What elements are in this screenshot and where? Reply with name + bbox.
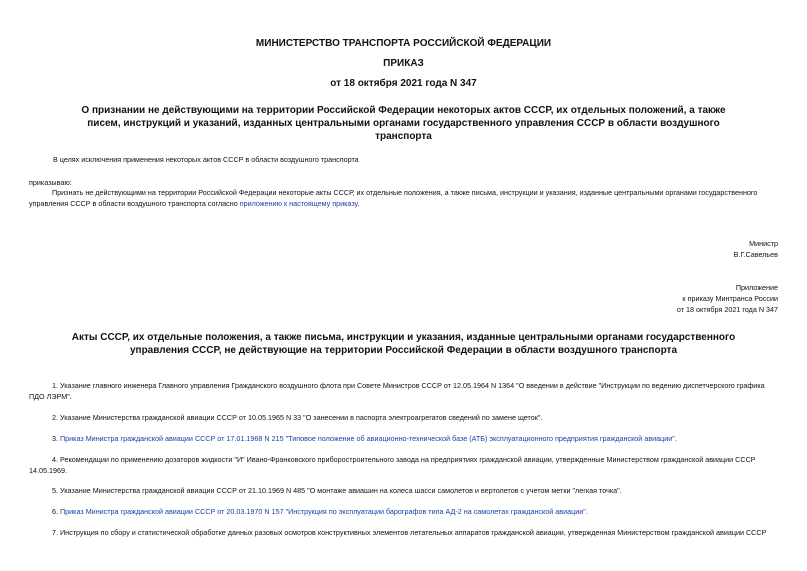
preamble: В целях исключения применения некоторых актов СССР в области воздушного транспорта xyxy=(53,155,359,164)
decision-end: . xyxy=(357,198,360,208)
decision-paragraph xyxy=(29,188,777,209)
item-6-link[interactable]: Приказ Министра гражданской авиации СССР от 20.03.1970 N 157 "Инструкция по эксплуатации барографов типа АД-2 на самолетах гражданской авиации" xyxy=(60,507,586,516)
signature-name: В.Г.Савельев xyxy=(733,250,778,259)
list-item-7: 7. Инструкция по сбору и статистической обработке данных разовых осмотров конструктивных элементов летательных аппаратов гражданской авиации, утвержденная Министерством гражданской авиации СССР xyxy=(52,528,767,537)
decision-text: Признать не действующими на территории Российской Федерации некоторые акты СССР, их отдельные положения, а также письма, инструкции и указания, изданные центральными органами государственного управления СССР в области воздушного транспорта согласно xyxy=(29,188,758,208)
list-item-1: 1. Указание главного инженера Главного управления Гражданского воздушного флота при Совете Министров СССР от 12.05.1964 N 1364 "О введении в действие "Инструкции по ведению диспетчерского графика ПДО ЛЭРМ". xyxy=(29,381,765,401)
document-date-number: от 18 октября 2021 года N 347 xyxy=(330,78,477,89)
list-item-4: 4. Рекомендации по применению дозаторов жидкости "И" Ивано-Франковского приборостроительного завода на предприятиях гражданской авиации, утвержденные Министерством гражданской авиации СССР 14.05.1969. xyxy=(29,455,756,475)
order-word: приказываю: xyxy=(29,178,72,187)
document-title: О признании не действующими на территории Российской Федерации некоторых актов СССР, их отдельных положений, а также писем, инструкций и указаний, изданных центральными органами государственного управления СССР в области воздушного транспорта xyxy=(81,105,726,142)
ministry-heading: МИНИСТЕРСТВО ТРАНСПОРТА РОССИЙСКОЙ ФЕДЕРАЦИИ xyxy=(255,38,552,49)
appendix-date: от 18 октября 2021 года N 347 xyxy=(676,305,778,314)
appendix-ref: к приказу Минтранса России xyxy=(682,294,778,303)
appendix-title: Акты СССР, их отдельные положения, а также письма, инструкции и указания, изданные центральными органами государственного управления СССР, не действующие на территории Российской Федерации в области воздушного транспорта xyxy=(71,332,736,356)
appendix-label: Приложение xyxy=(735,283,778,292)
list-item-3: 3. Приказ Министра гражданской авиации СССР от 17.01.1968 N 215 "Типовое положение об авиационно-технической базе (АТБ) эксплуатационного предприятия гражданской авиации". xyxy=(52,434,677,443)
list-item-6: 6. Приказ Министра гражданской авиации СССР от 20.03.1970 N 157 "Инструкция по эксплуатации барографов типа АД-2 на самолетах гражданской авиации". xyxy=(52,507,588,516)
list-item-5: 5. Указание Министерства гражданской авиации СССР от 21.10.1969 N 485 "О монтаже авиашин на колеса шасси самолетов и вертолетов с учетом метки "легкая точка". xyxy=(52,486,622,495)
appendix-link[interactable]: приложению к настоящему приказу xyxy=(239,198,358,208)
list-item-2: 2. Указание Министерства гражданской авиации СССР от 10.05.1965 N 33 "О занесении в паспорта электроагрегатов сведений по замене щеток". xyxy=(52,413,543,422)
item-3-link[interactable]: Приказ Министра гражданской авиации СССР от 17.01.1968 N 215 "Типовое положение об авиационно-технической базе (АТБ) эксплуатационного предприятия гражданской авиации" xyxy=(60,434,675,443)
document-type: ПРИКАЗ xyxy=(383,58,424,69)
signature-position: Министр xyxy=(749,239,778,248)
